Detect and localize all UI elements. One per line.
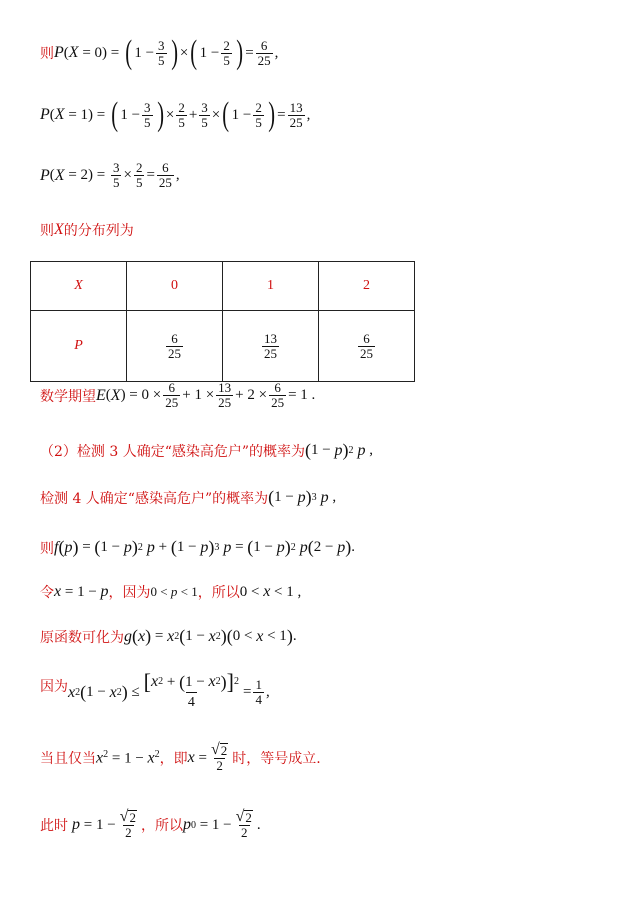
text-dangqie: 当且仅当 (40, 751, 96, 767)
line-dist-intro (40, 220, 134, 240)
line-prob-3 (40, 440, 373, 461)
table-head-2: 2 (319, 262, 415, 311)
text-expectation: 数学期望 (40, 388, 96, 405)
line-prob-4 (40, 487, 336, 508)
text-ji: ，即 (159, 751, 188, 767)
table-cell-p0: $\frac{6}{25}$ (127, 311, 223, 382)
table-cell-p: P (31, 311, 127, 382)
math-p0-value: p 0 = 1 − √ 2 2 . (182, 808, 261, 840)
math-x-value: x = √ 2 2 (187, 741, 228, 773)
var-x: X (54, 221, 64, 238)
distribution-table (30, 261, 415, 382)
math-prob-3: ( 1 − p ) 2 p , (305, 440, 373, 460)
table-head-1: 1 (223, 262, 319, 311)
text-gx: 原函数可化为 (40, 629, 124, 646)
line-inequality (40, 669, 270, 713)
math-fp: f ( p ) = ( 1 − p ) 2 p + ( 1 − p ) 3 p = ( 1 − p ) 2 p ( 2 − p ) . (54, 537, 355, 557)
text-suoyi2: ，所以 (140, 818, 183, 834)
math-p-value: p = 1 − √ 2 2 (72, 808, 136, 840)
math-equality-cond: $x^2 = 1 - x^2$ (96, 748, 160, 767)
line-px0 (40, 36, 278, 70)
text-ze: 则 (40, 46, 54, 62)
text-yinwei: ，因为 (108, 585, 151, 601)
line-p0 (40, 810, 261, 840)
math-px2: P ( X = 2) = $\frac{3}{5}$ × $\frac{2}{5}$ = $\frac{6}{25}$ , (40, 160, 180, 190)
text-yinwei2: 因为 (40, 679, 68, 695)
table-row-x (31, 262, 415, 311)
math-x-def: x = 1 − p (54, 583, 109, 600)
text-prob-3: （2）检测 3 人确定“感染高危户”的概率为 (40, 443, 306, 460)
text-prob-4: 检测 4 人确定“感染高危户”的概率为 (40, 490, 269, 507)
math-px1: P ( X = 1) = ( 1 − $\frac{3}{5}$ ) × $\frac{2}{5}$ + $\frac{3}{5}$ × ( 1 − $\frac{2}{5}$ ) = $\frac{13}{25}$ , (40, 96, 311, 133)
math-p-range: 0 < p < 1 (150, 584, 198, 599)
table-cell-p2: $\frac{6}{25}$ (319, 311, 415, 382)
table-head-0: 0 (127, 262, 223, 311)
line-equality (40, 743, 321, 773)
math-prob-4: ( 1 − p ) 3 p , (268, 487, 337, 507)
text-ze3: 则 (40, 540, 54, 557)
math-gx: g ( x ) = x 2 ( 1 − x 2 ) ( 0 < x < 1 ) . (124, 626, 297, 646)
math-expectation: E ( X ) = 0 × $\frac{6}{25}$ + 1 × $\frac{13}{25}$ + 2 × $\frac{6}{25}$ = 1 . (96, 380, 316, 410)
table-cell-p1: $\frac{13}{25}$ (223, 311, 319, 382)
line-gx (40, 626, 297, 647)
text-ze2: 则 (40, 223, 54, 239)
line-substitution (40, 582, 301, 602)
line-fp (40, 537, 355, 558)
text-dist: 的分布列为 (63, 223, 134, 239)
math-x-range: 0 < x < 1 , (239, 583, 302, 600)
text-suoyi: ，所以 (197, 585, 240, 601)
line-expectation (40, 381, 315, 410)
line-px1 (40, 98, 310, 132)
math-inequality: x 2 ( 1 − x 2 ) ≤ [ x 2 + ( 1 − x 2 ) ] 2 4 = $\frac{1}{4}$ , (68, 672, 270, 713)
table-head-x: X (31, 262, 127, 311)
table-row-p (31, 311, 415, 382)
text-equality: 时，等号成立. (232, 751, 321, 767)
line-px2 (40, 161, 180, 190)
text-ling: 令 (40, 585, 54, 601)
text-cishi: 此时 (40, 818, 68, 834)
math-px0: P ( X = 0) = ( 1 − $\frac{3}{5}$ ) × ( 1 − $\frac{2}{5}$ ) = $\frac{6}{25}$ , (54, 34, 279, 71)
